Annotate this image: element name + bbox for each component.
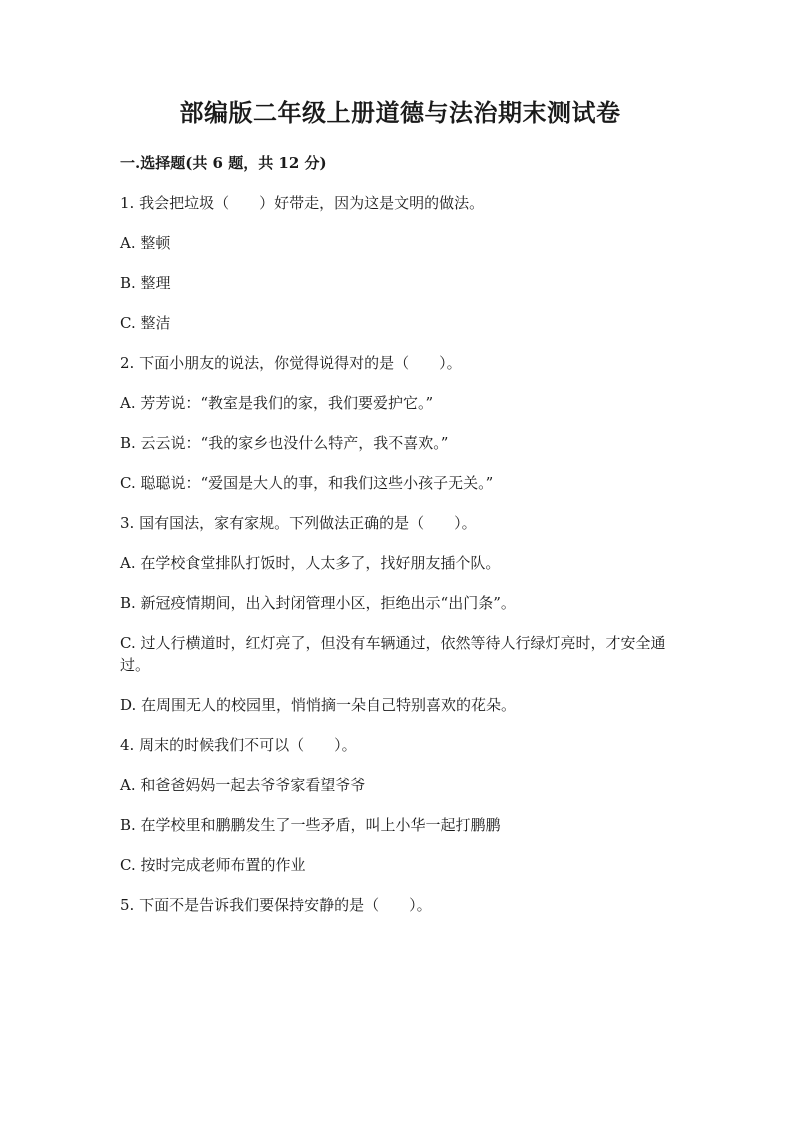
question-4-option-a: A. 和爸爸妈妈一起去爷爷家看望爷爷 — [120, 776, 366, 794]
question-1-option-a: A. 整顿 — [120, 234, 171, 252]
question-1-stem: 1. 我会把垃圾（ ）好带走，因为这是文明的做法。 — [120, 194, 485, 212]
question-4-option-b: B. 在学校里和鹏鹏发生了一些矛盾，叫上小华一起打鹏鹏 — [120, 816, 501, 834]
exam-title: 部编版二年级上册道德与法治期末测试卷 — [179, 98, 621, 127]
section-heading: 一.选择题(共 6 题，共 12 分) — [120, 154, 327, 172]
question-2-stem: 2. 下面小朋友的说法，你觉得说得对的是（ ）。 — [120, 354, 462, 372]
question-5-stem: 5. 下面不是告诉我们要保持安静的是（ ）。 — [120, 896, 432, 914]
question-2-option-a: A. 芳芳说：“教室是我们的家，我们要爱护它。” — [120, 394, 434, 412]
question-2-option-c: C. 聪聪说：“爱国是大人的事，和我们这些小孩子无关。” — [120, 474, 494, 492]
question-3-option-b: B. 新冠疫情期间，出入封闭管理小区，拒绝出示“出门条”。 — [120, 594, 516, 612]
question-1-option-c: C. 整洁 — [120, 314, 171, 332]
question-1-option-b: B. 整理 — [120, 274, 171, 292]
question-4-stem: 4. 周末的时候我们不可以（ ）。 — [120, 736, 357, 754]
question-4-option-c: C. 按时完成老师布置的作业 — [120, 856, 306, 874]
question-3-option-d: D. 在周围无人的校园里，悄悄摘一朵自己特别喜欢的花朵。 — [120, 696, 517, 714]
question-2-option-b: B. 云云说：“我的家乡也没什么特产，我不喜欢。” — [120, 434, 449, 452]
question-3-option-c: C. 过人行横道时，红灯亮了，但没有车辆通过，依然等待人行绿灯亮时，才安全通过。 — [120, 634, 666, 674]
question-3-option-a: A. 在学校食堂排队打饭时，人太多了，找好朋友插个队。 — [120, 554, 501, 572]
question-list — [120, 192, 680, 916]
question-3-stem: 3. 国有国法，家有家规。下列做法正确的是（ ）。 — [120, 514, 477, 532]
